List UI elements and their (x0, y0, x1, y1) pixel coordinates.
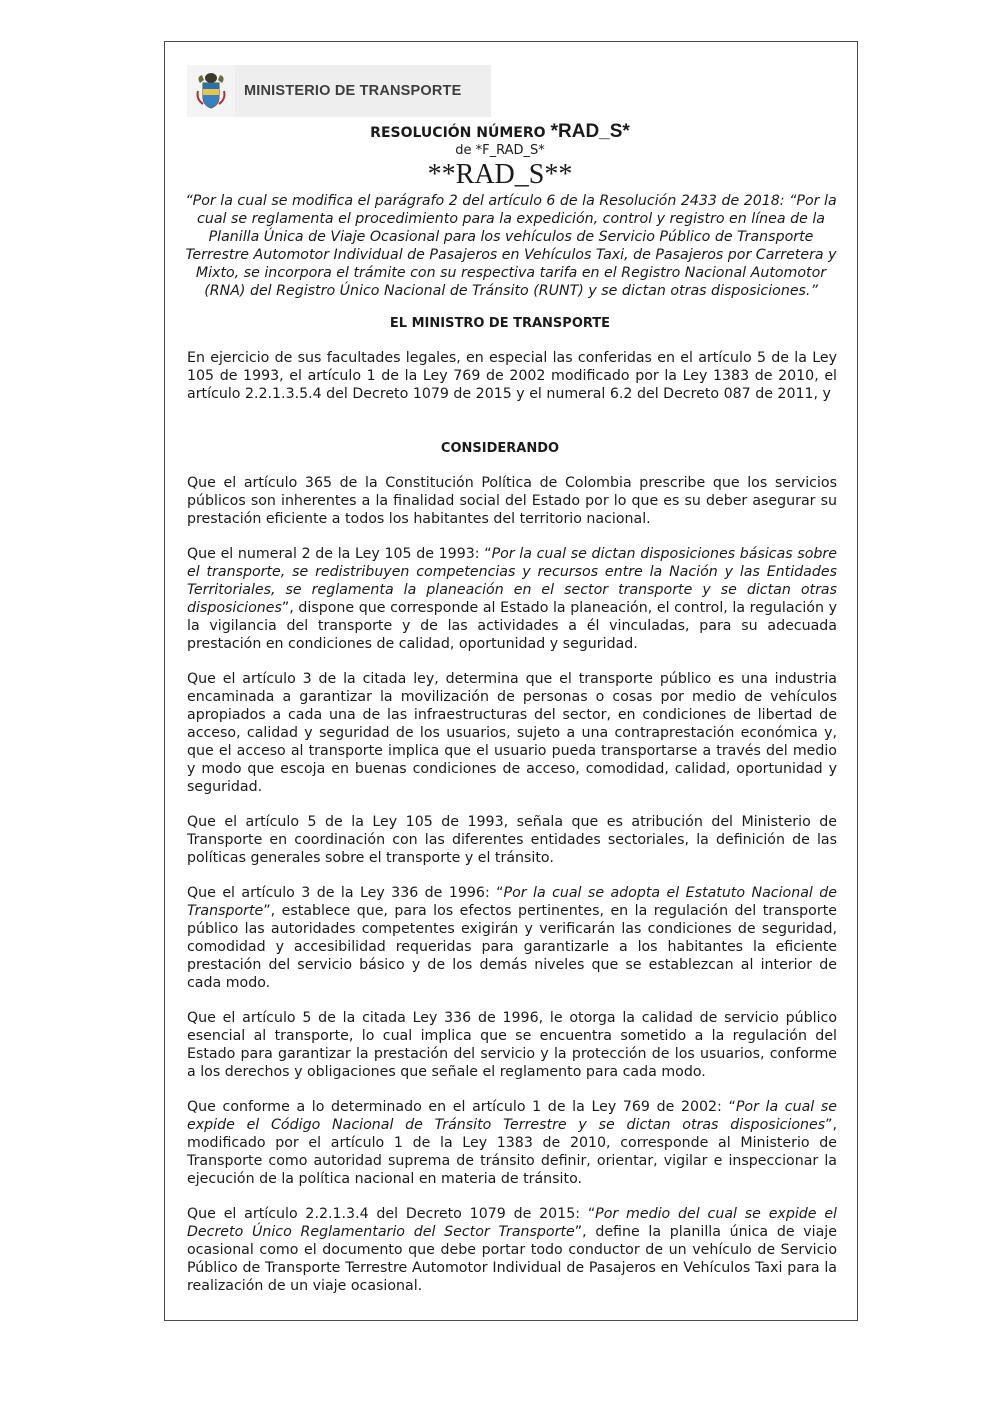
resolution-label: RESOLUCIÓN NÚMERO (370, 125, 546, 141)
consideration-paragraph: Que el artículo 3 de la Ley 336 de 1996: “Por la cual se adopta el Estatuto Nacional de Transporte”, establece que, para los efectos pertinentes, en la regulación del transporte público las autoridades competentes exigirán y verificarán las condiciones de seguridad, comodidad y accesibilidad requeridas para garantizarle a los habitantes la eficiente prestación del servicio básico y de los demás niveles que se establezcan al interior de cada modo. (187, 885, 838, 991)
ministry-logo-banner (187, 65, 491, 117)
ministry-name: MINISTERIO DE TRANSPORTE (244, 83, 462, 99)
faculties-paragraph: En ejercicio de sus facultades legales, en especial las conferidas en el artículo 5 de la Ley 105 de 1993, el artículo 1 de la Ley 769 de 2002 modificado por la Ley 1383 de 2010, el artículo 2.2.1.3.5.4 del Decreto 1079 de 2015 y el numeral 6.2 del Decreto 087 de 2011, y (187, 350, 837, 402)
considerando-heading: CONSIDERANDO (440, 441, 560, 456)
resolution-rad-placeholder: **RAD_S** (427, 159, 573, 190)
authority-heading: EL MINISTRO DE TRANSPORTE (389, 316, 611, 331)
consideration-paragraph: Que el artículo 5 de la citada Ley 336 de 1996, le otorga la calidad de servicio público esencial al transporte, lo cual implica que se encuentra sometido a la regulación del Estado para garantizar la prestación del servicio y la protección de los usuarios, conforme a los derechos y obligaciones que señale el reglamento para cada modo. (187, 1010, 837, 1080)
consideration-paragraph: Que el artículo 365 de la Constitución Política de Colombia prescribe que los servicios públicos son inherentes a la finalidad social del Estado por lo que es su deber asegurar su prestación eficiente a todos los habitantes del territorio nacional. (187, 475, 837, 527)
resolution-subject: “Por la cual se modifica el parágrafo 2 del artículo 6 de la Resolución 2433 de 2018: “Por la cual se reglamenta el procedimiento para la expedición, control y registro en línea de la Planilla Única de Viaje Ocasional para los vehículos de Servicio Público de Transporte Terrestre Automotor Individual de Pasajeros en Vehículos Taxi, de Pasajeros por Carretera y Mixto, se incorpora el trámite con su respectiva tarifa en el Registro Nacional Automotor (RNA) del Registro Único Nacional de Tránsito (RUNT) y se dictan otras disposiciones.” (185, 193, 837, 299)
resolution-number: *RAD_S* (550, 121, 630, 142)
consideration-paragraph: Que el numeral 2 de la Ley 105 de 1993: “Por la cual se dictan disposiciones básicas sobre el transporte, se redistribuyen competencias y recursos entre la Nación y las Entidades Territoriales, se reglamenta la planeación en el sector transporte y se dictan otras disposiciones”, dispone que corresponde al Estado la planeación, el control, la regulación y la vigilancia del transporte y de las actividades a él vinculadas, para su adecuada prestación en condiciones de calidad, oportunidad y seguridad. (187, 546, 837, 652)
consideration-paragraph: Que conforme a lo determinado en el artículo 1 de la Ley 769 de 2002: “Por la cual se expide el Código Nacional de Tránsito Terrestre y se dictan otras disposiciones”, modificado por el artículo 1 de la Ley 1383 de 2010, corresponde al Ministerio de Transporte como autoridad suprema de tránsito definir, orientar, vigilar e inspeccionar la ejecución de la política nacional en materia de tránsito. (187, 1099, 837, 1187)
resolution-date: de *F_RAD_S* (455, 143, 545, 158)
resolution-title (0, 121, 1000, 143)
consideration-paragraph: Que el artículo 5 de la Ley 105 de 1993, señala que es atribución del Ministerio de Transporte en coordinación con las diferentes entidades sectoriales, la definición de las políticas generales sobre el transporte y el tránsito. (187, 814, 837, 866)
considerations-body (187, 475, 837, 1296)
consideration-paragraph: Que el artículo 2.2.1.3.4 del Decreto 1079 de 2015: “Por medio del cual se expide el Decreto Único Reglamentario del Sector Transporte”, define la planilla única de viaje ocasional como el documento que debe portar todo conductor de un vehículo de Servicio Público de Transporte Terrestre Automotor Individual de Pasajeros en Vehículos Taxi para la realización de un viaje ocasional. (187, 1206, 837, 1294)
consideration-paragraph: Que el artículo 3 de la citada ley, determina que el transporte público es una industria encaminada a garantizar la movilización de personas o cosas por medio de vehículos apropiados a cada una de las infraestructuras del sector, en condiciones de libertad de acceso, calidad y seguridad de los usuarios, sujeto a una contraprestación económica y, que el acceso al transporte implica que el usuario pueda transportarse a través del medio y modo que escoja en buenas condiciones de acceso, comodidad, calidad, oportunidad y seguridad. (187, 671, 837, 795)
colombia-coat-of-arms-icon (187, 65, 235, 117)
